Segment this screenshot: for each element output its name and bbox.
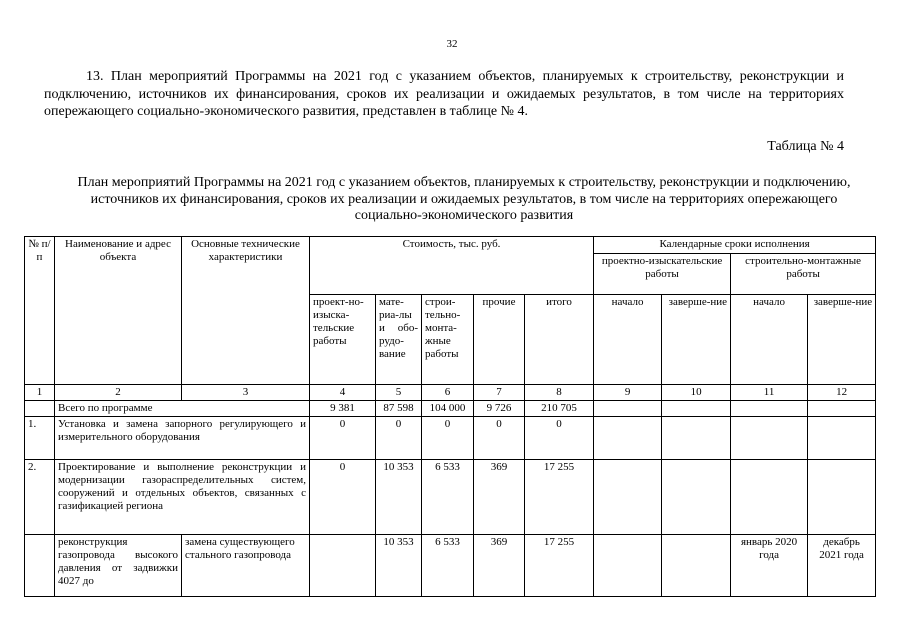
column-number: 8 [525, 385, 594, 401]
sub-row-characteristics: замена существующего стального газопровода [182, 535, 310, 597]
header-construction-start: начало [731, 295, 808, 385]
header-row-1 [25, 237, 876, 254]
row-num: 2. [25, 460, 55, 535]
row-value: 17 255 [525, 460, 594, 535]
header-cost-materials: мате-риа-лы и обо-рудо-вание [376, 295, 422, 385]
column-number: 7 [474, 385, 525, 401]
row-value: 0 [422, 417, 474, 460]
column-number-row [25, 385, 876, 401]
row-value: 0 [310, 460, 376, 535]
plan-table [24, 236, 876, 597]
row-name: Установка и замена запорного регулирующего и измерительного оборудования [55, 417, 310, 460]
table-row [25, 460, 876, 535]
header-construction-works: строительно-монтажные работы [731, 254, 876, 295]
total-value: 210 705 [525, 401, 594, 417]
sub-row-construction-start: январь 2020 года [731, 535, 808, 597]
total-row [25, 401, 876, 417]
row-value [310, 535, 376, 597]
column-number: 10 [662, 385, 731, 401]
header-construction-end: заверше-ние [808, 295, 876, 385]
row-value: 369 [474, 460, 525, 535]
header-cost-design: проект-но-изыска-тельские работы [310, 295, 376, 385]
header-calendar-group: Календарные сроки исполнения [594, 237, 876, 254]
sub-row-name: реконструкция газопровода высокого давления от задвижки 4027 до [55, 535, 182, 597]
header-cost-other: прочие [474, 295, 525, 385]
column-number: 6 [422, 385, 474, 401]
total-value: 87 598 [376, 401, 422, 417]
column-number: 3 [182, 385, 310, 401]
row-value: 6 533 [422, 535, 474, 597]
page-number: 32 [446, 38, 458, 50]
row-value: 0 [310, 417, 376, 460]
total-value: 9 726 [474, 401, 525, 417]
row-name: Проектирование и выполнение реконструкции и модернизации газораспределительных систем, сооружений и отдельных объектов, связанных с газификацией региона [55, 460, 310, 535]
column-number: 2 [55, 385, 182, 401]
table-caption: План мероприятий Программы на 2021 год с указанием объектов, планируемых к строительству, реконструкции и подключению, источников их финансирования, сроков их реализации и ожидаемых результатов, в том числе на территориях опережающего социально-экономического развития [77, 175, 851, 223]
column-number: 12 [808, 385, 876, 401]
header-cost-group: Стоимость, тыс. руб. [310, 237, 594, 295]
row-value: 0 [525, 417, 594, 460]
row-num: 1. [25, 417, 55, 460]
column-number: 11 [731, 385, 808, 401]
header-design-works: проектно-изыскательские работы [594, 254, 731, 295]
row-value: 10 353 [376, 535, 422, 597]
row-value: 10 353 [376, 460, 422, 535]
column-number: 5 [376, 385, 422, 401]
sub-row-construction-end: декабрь 2021 года [808, 535, 876, 597]
table-number: Таблица № 4 [767, 139, 844, 154]
row-value: 369 [474, 535, 525, 597]
header-characteristics: Основные технические характеристики [182, 237, 310, 385]
column-number: 1 [25, 385, 55, 401]
column-number: 9 [594, 385, 662, 401]
row-value: 6 533 [422, 460, 474, 535]
total-value: 9 381 [310, 401, 376, 417]
header-design-end: заверше-ние [662, 295, 731, 385]
header-cost-total: итого [525, 295, 594, 385]
total-value: 104 000 [422, 401, 474, 417]
table-row [25, 417, 876, 460]
sub-row [25, 535, 876, 597]
total-label: Всего по программе [55, 401, 310, 417]
header-cost-construction: строи-тельно-монта-жные работы [422, 295, 474, 385]
header-design-start: начало [594, 295, 662, 385]
column-number: 4 [310, 385, 376, 401]
header-name: Наименование и адрес объекта [55, 237, 182, 385]
row-value: 0 [474, 417, 525, 460]
row-value: 17 255 [525, 535, 594, 597]
header-num: № п/п [25, 237, 55, 385]
row-value: 0 [376, 417, 422, 460]
intro-paragraph: 13. План мероприятий Программы на 2021 год с указанием объектов, планируемых к строительству, реконструкции и подключению, источников их финансирования, сроков их реализации и ожидаемых результатов, в том числе на территориях опережающего социально-экономического развития, представлен в таблице № 4. [44, 69, 844, 119]
